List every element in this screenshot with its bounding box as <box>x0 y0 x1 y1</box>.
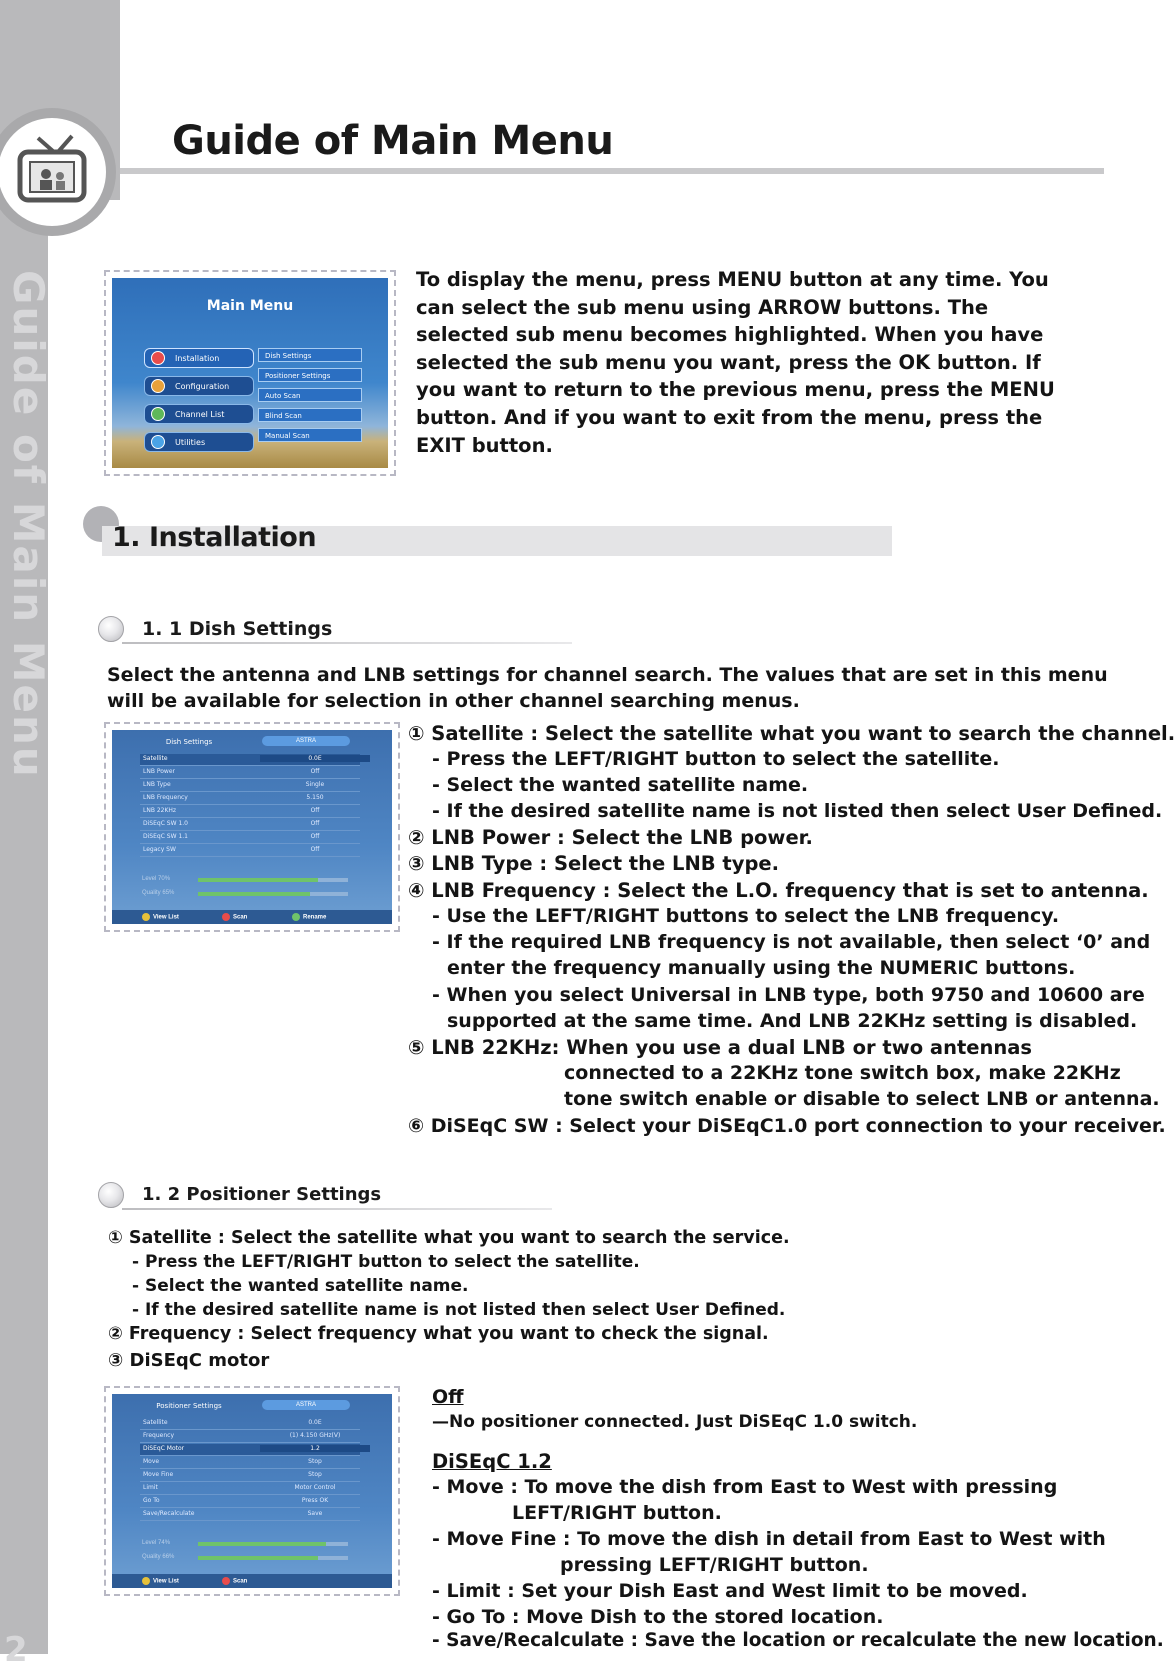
quality-meter: Quality 65% <box>142 890 360 898</box>
diseqc-line-6: - Go To : Move Dish to the stored location. <box>432 1606 884 1628</box>
table-row: LNB 22KHz Off <box>140 806 360 818</box>
submenu-positioner-settings: Positioner Settings <box>258 368 362 382</box>
menu-item-configuration: Configuration <box>144 376 254 396</box>
table-row: Frequency (1) 4.150 GHz(V) <box>140 1431 360 1443</box>
diseqc-line-1: - Move : To move the dish from East to West with pressing <box>432 1476 1058 1498</box>
table-row: DiSEqC Motor 1.2 <box>140 1444 360 1456</box>
satellite-badge: ASTRA <box>262 736 350 746</box>
title-underline <box>120 168 1104 174</box>
table-row: Move Stop <box>140 1457 360 1469</box>
positioner-line-2: - Press the LEFT/RIGHT button to select the satellite. <box>132 1252 640 1272</box>
dish-line-1: ① Satellite : Select the satellite what you want to search the channel. <box>408 722 1175 745</box>
dish-line-5: ② LNB Power : Select the LNB power. <box>408 826 813 849</box>
dish-settings-screenshot <box>104 722 400 932</box>
subsection-underline <box>122 1208 552 1210</box>
main-menu-screenshot <box>104 270 396 476</box>
menu-item-installation: Installation <box>144 348 254 368</box>
dish-line-14: connected to a 22KHz tone switch box, make 22KHz <box>564 1062 1121 1084</box>
screen-title: Dish Settings <box>165 738 213 746</box>
side-page-number: 2 <box>4 1630 28 1670</box>
diseqc-line-3: - Move Fine : To move the dish in detail from East to West with <box>432 1528 1106 1550</box>
table-row: Save/Recalculate Save <box>140 1509 360 1521</box>
table-row: LNB Frequency 5.150 <box>140 793 360 805</box>
quality-meter: Quality 66% <box>142 1554 360 1562</box>
diseqc-line-7: - Save/Recalculate : Save the location or recalculate the new location. <box>432 1630 1164 1651</box>
dish-line-12: supported at the same time. And LNB 22KHz setting is disabled. <box>447 1010 1138 1032</box>
table-row: LNB Power Off <box>140 767 360 779</box>
screen-title: Positioner Settings <box>156 1402 222 1410</box>
diseqc-line-4: pressing LEFT/RIGHT button. <box>560 1554 869 1576</box>
diseqc-line-5: - Limit : Set your Dish East and West limit to be moved. <box>432 1580 1028 1602</box>
positioner-settings-screenshot <box>104 1386 400 1596</box>
menu-item-channel-list: Channel List <box>144 404 254 424</box>
dish-line-10: enter the frequency manually using the NUMERIC buttons. <box>447 957 1076 979</box>
diseqc-heading: DiSEqC 1.2 <box>432 1450 552 1473</box>
table-row: Limit Motor Control <box>140 1483 360 1495</box>
table-row: Move Fine Stop <box>140 1470 360 1482</box>
dish-line-9: - If the required LNB frequency is not available, then select ‘0’ and <box>432 931 1151 953</box>
subsection-bullet <box>98 1182 124 1208</box>
side-vertical-title: Guide of Main Menu <box>4 270 53 779</box>
main-menu-screen <box>112 278 388 468</box>
positioner-line-1: ① Satellite : Select the satellite what you want to search the service. <box>108 1228 790 1248</box>
table-row: Satellite 0.0E <box>140 1418 360 1430</box>
positioner-settings-heading: 1. 2 Positioner Settings <box>142 1184 382 1205</box>
submenu-manual-scan: Manual Scan <box>258 428 362 442</box>
submenu-dish-settings: Dish Settings <box>258 348 362 362</box>
off-heading: Off <box>432 1386 464 1408</box>
table-row: DiSEqC SW 1.0 Off <box>140 819 360 831</box>
positioner-line-6: ③ DiSEqC motor <box>108 1350 270 1371</box>
positioner-settings-screen <box>112 1394 392 1588</box>
dish-line-11: - When you select Universal in LNB type, both 9750 and 10600 are <box>432 984 1145 1006</box>
positioner-line-5: ② Frequency : Select frequency what you want to check the signal. <box>108 1324 769 1344</box>
dish-line-13: ⑤ LNB 22KHz: When you use a dual LNB or two antennas <box>408 1036 1033 1059</box>
level-meter: Level 74% <box>142 1540 360 1548</box>
table-row: Legacy SW Off <box>140 845 360 857</box>
screen-footer: View List Scan Rename <box>112 910 392 924</box>
table-row: LNB Type Single <box>140 780 360 792</box>
section-title: 1. Installation <box>112 522 317 553</box>
dish-settings-heading: 1. 1 Dish Settings <box>142 618 333 640</box>
dish-intro-line-2: will be available for selection in other channel searching menus. <box>107 690 800 712</box>
subsection-bullet <box>98 616 124 642</box>
tv-badge <box>0 108 116 236</box>
positioner-line-4: - If the desired satellite name is not listed then select User Defined. <box>132 1300 786 1320</box>
dish-line-3: - Select the wanted satellite name. <box>432 774 809 796</box>
level-meter: Level 70% <box>142 876 360 884</box>
table-row: Go To Press OK <box>140 1496 360 1508</box>
table-row: Satellite 0.0E <box>140 754 360 766</box>
dish-line-2: - Press the LEFT/RIGHT button to select the satellite. <box>432 748 1000 770</box>
submenu-blind-scan: Blind Scan <box>258 408 362 422</box>
positioner-line-3: - Select the wanted satellite name. <box>132 1276 469 1296</box>
dish-line-7: ④ LNB Frequency : Select the L.O. frequency that is set to antenna. <box>408 879 1149 902</box>
intro-paragraph: To display the menu, press MENU button at any time. You can select the sub menu using ARROW buttons. The selected sub menu becomes highlighted. When you have selected the sub menu you want, press the OK button. If you want to return to the previous menu, press the MENU button. And if you want to exit from the menu, press the EXIT button. <box>416 268 1055 457</box>
diseqc-line-2: LEFT/RIGHT button. <box>512 1502 722 1524</box>
dish-line-8: - Use the LEFT/RIGHT buttons to select the LNB frequency. <box>432 905 1060 927</box>
off-text: —No positioner connected. Just DiSEqC 1.0 switch. <box>432 1412 918 1432</box>
table-row: DiSEqC SW 1.1 Off <box>140 832 360 844</box>
dish-intro-line-1: Select the antenna and LNB settings for channel search. The values that are set in this menu <box>107 664 1108 686</box>
submenu-auto-scan: Auto Scan <box>258 388 362 402</box>
dish-line-16: ⑥ DiSEqC SW : Select your DiSEqC1.0 port connection to your receiver. <box>408 1115 1166 1137</box>
dish-line-4: - If the desired satellite name is not listed then select User Defined. <box>432 800 1163 822</box>
satellite-badge: ASTRA <box>262 1400 350 1410</box>
dish-settings-screen <box>112 730 392 924</box>
menu-item-utilities: Utilities <box>144 432 254 452</box>
subsection-underline <box>122 642 572 644</box>
dish-line-6: ③ LNB Type : Select the LNB type. <box>408 852 780 875</box>
tv-icon <box>0 118 106 226</box>
main-menu-title: Main Menu <box>206 298 294 314</box>
screen-footer: View List Scan <box>112 1574 392 1588</box>
page-title: Guide of Main Menu <box>172 118 614 164</box>
dish-line-15: tone switch enable or disable to select LNB or antenna. <box>564 1088 1160 1110</box>
